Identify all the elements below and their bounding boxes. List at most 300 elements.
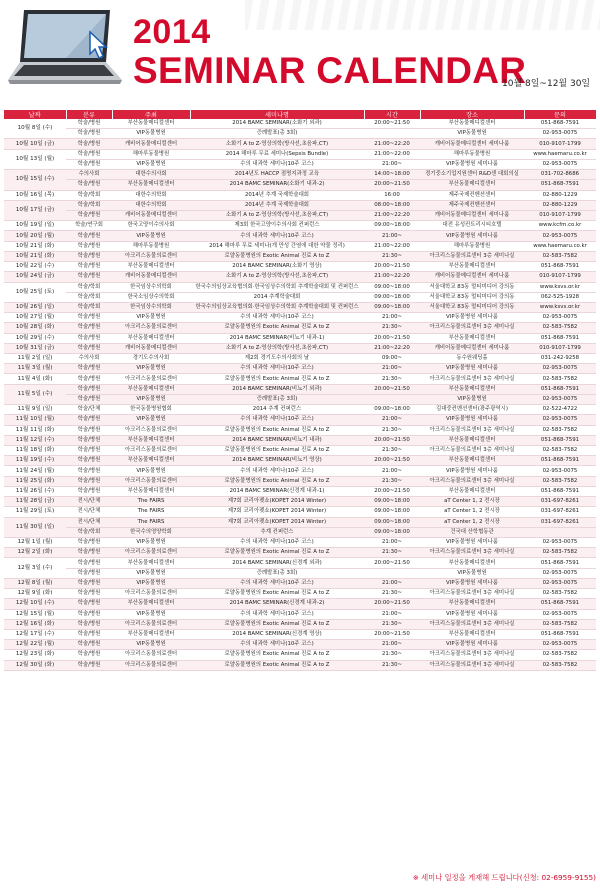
- host-cell: 캐비어동물메디컬센터: [112, 343, 190, 353]
- table-row: [4, 313, 596, 323]
- host-cell: VIP동물병원: [112, 568, 190, 578]
- table-row: [4, 241, 596, 251]
- category-cell: 학술/병원: [66, 446, 112, 456]
- contact-cell: 02-953-0075: [524, 394, 596, 404]
- category-cell: 수의사회: [66, 170, 112, 180]
- venue-cell: 서울대학교 83동 멀티미디어 강의동: [420, 282, 524, 292]
- host-cell: VIP동물병원: [112, 231, 190, 241]
- seminar-name-cell: 2014 추계 컨퍼런스: [190, 405, 364, 415]
- host-cell: 부산동물메디컬센터: [112, 180, 190, 190]
- category-cell: 전시/단체: [66, 517, 112, 527]
- category-cell: 전시/단체: [66, 507, 112, 517]
- date-cell: 10월 28일 (화): [4, 323, 66, 333]
- date-cell: 10월 24일 (금): [4, 272, 66, 282]
- category-cell: 학술/병원: [66, 456, 112, 466]
- date-cell: 10월 21일 (화): [4, 241, 66, 251]
- seminar-name-cell: 수의 내과학 세미나(10주 코스): [190, 537, 364, 547]
- seminar-name-cell: 2014 BAMC SEMINAR(신경계 내과-1): [190, 486, 364, 496]
- date-cell: 11월 30일 (일): [4, 517, 66, 537]
- date-cell: 10월 26일 (일): [4, 302, 66, 312]
- table-row: [4, 578, 596, 588]
- seminar-name-cell: 2014년 추계 국제학술대회: [190, 190, 364, 200]
- contact-cell: 02-583-7582: [524, 650, 596, 660]
- time-cell: 09:00~18:00: [364, 527, 420, 537]
- contact-cell: 02-953-0075: [524, 159, 596, 169]
- seminar-name-cell: 2014 BAMC SEMINAR(신경계 외과): [190, 558, 364, 568]
- table-row: [4, 629, 596, 639]
- category-cell: 학술/학회: [66, 200, 112, 210]
- host-cell: 아크리스동물의료센터: [112, 374, 190, 384]
- category-cell: 학술/병원: [66, 537, 112, 547]
- venue-cell: 부산동물메디컬센터: [420, 333, 524, 343]
- date-cell: 11월 19일 (수): [4, 456, 66, 466]
- host-cell: The FAIRS: [112, 517, 190, 527]
- seminar-name-cell: 2014 BAMC SEMINAR(신경계 영상): [190, 629, 364, 639]
- date-cell: 10월 27일 (월): [4, 313, 66, 323]
- date-cell: 12월 2일 (화): [4, 548, 66, 558]
- time-cell: 20:00~21:50: [364, 333, 420, 343]
- venue-cell: 아크리스동물의료센터 3층 세미나실: [420, 548, 524, 558]
- seminar-name-cell: 수의 내과학 세미나(10주 코스): [190, 415, 364, 425]
- seminar-name-cell: 2014 BAMC SEMINAR(소화기 외과): [190, 119, 364, 129]
- date-cell: 12월 17일 (수): [4, 629, 66, 639]
- seminar-name-cell: 수의 내과학 세미나(10주 코스): [190, 609, 364, 619]
- table-row: [4, 251, 596, 261]
- table-body: [4, 119, 596, 670]
- table-row: [4, 394, 596, 404]
- seminar-name-cell: 증례발표(총 3회): [190, 568, 364, 578]
- category-cell: 학술/병원: [66, 640, 112, 650]
- host-cell: 부산동물메디컬센터: [112, 333, 190, 343]
- category-cell: 학술/병원: [66, 660, 112, 670]
- venue-cell: 해마루동물병원: [420, 149, 524, 159]
- host-cell: VIP동물병원: [112, 364, 190, 374]
- seminar-name-cell: 수의 내과학 세미나(10주 코스): [190, 364, 364, 374]
- table-row: [4, 609, 596, 619]
- category-cell: 학술/학회: [66, 292, 112, 302]
- host-cell: VIP동물병원: [112, 415, 190, 425]
- host-cell: VIP동물병원: [112, 537, 190, 547]
- host-cell: 부산동물메디컬센터: [112, 486, 190, 496]
- table-row: [4, 507, 596, 517]
- contact-cell: 02-583-7582: [524, 589, 596, 599]
- venue-cell: VIP동물병원 세미나룸: [420, 537, 524, 547]
- table-row: [4, 466, 596, 476]
- table-row: [4, 231, 596, 241]
- contact-cell: 02-953-0075: [524, 415, 596, 425]
- seminar-name-cell: 제7회 코리아펫쇼(KOPET 2014 Winter): [190, 497, 364, 507]
- category-cell: 학술/학회: [66, 282, 112, 292]
- contact-cell: 051-868-7591: [524, 384, 596, 394]
- table-row: [4, 446, 596, 456]
- laptop-icon: [6, 4, 124, 90]
- contact-cell: 031-242-9258: [524, 354, 596, 364]
- table-row: [4, 129, 596, 139]
- contact-cell: www.haemaru.co.kr: [524, 149, 596, 159]
- contact-cell: 051-868-7591: [524, 629, 596, 639]
- date-cell: 11월 29일 (토): [4, 507, 66, 517]
- seminar-name-cell: 수의 내과학 세미나(10주 코스): [190, 159, 364, 169]
- host-cell: 한국임상수의학회: [112, 302, 190, 312]
- seminar-name-cell: 제7회 코리아펫쇼(KOPET 2014 Winter): [190, 517, 364, 527]
- category-cell: 학술/병원: [66, 599, 112, 609]
- time-cell: 21:00~: [364, 231, 420, 241]
- table-row: [4, 262, 596, 272]
- venue-cell: VIP동물병원 세미나룸: [420, 159, 524, 169]
- host-cell: VIP동물병원: [112, 129, 190, 139]
- table-row: [4, 302, 596, 312]
- table-header-row: [4, 110, 596, 119]
- seminar-name-cell: 소화기 A to Z-영상의학(방사선,초음파,CT): [190, 272, 364, 282]
- host-cell: VIP동물병원: [112, 313, 190, 323]
- host-cell: 아크리스동물의료센터: [112, 251, 190, 261]
- seminar-name-cell: 한국수의임상교육협의회·한국임상수의학회 추계학술대회 및 컨퍼런스: [190, 282, 364, 292]
- venue-cell: 아크리스동물의료센터 3층 세미나실: [420, 446, 524, 456]
- seminar-name-cell: 2014년 추계 국제학술대회: [190, 200, 364, 210]
- table-row: [4, 405, 596, 415]
- date-cell: 12월 8일 (월): [4, 578, 66, 588]
- time-cell: 21:00~: [364, 609, 420, 619]
- venue-cell: VIP동물병원 세미나룸: [420, 313, 524, 323]
- seminar-name-cell: 로얄동물병원의 Exotic Animal 진료 A to Z: [190, 548, 364, 558]
- date-cell: 11월 5일 (수): [4, 384, 66, 404]
- category-cell: 학술/병원: [66, 323, 112, 333]
- category-cell: 학술/병원: [66, 578, 112, 588]
- venue-cell: 해마루동물병원: [420, 241, 524, 251]
- seminar-name-cell: 수의 내과학 세미나(10주 코스): [190, 231, 364, 241]
- category-cell: 학술/병원: [66, 476, 112, 486]
- table-row: [4, 364, 596, 374]
- category-cell: 학술/병원: [66, 241, 112, 251]
- time-cell: 21:00~22:00: [364, 241, 420, 251]
- host-cell: 부산동물메디컬센터: [112, 456, 190, 466]
- table-row: [4, 139, 596, 149]
- category-cell: 학술/병원: [66, 210, 112, 220]
- venue-cell: 부산동물메디컬센터: [420, 384, 524, 394]
- category-cell: 학술/병원: [66, 568, 112, 578]
- time-cell: 21:30~: [364, 548, 420, 558]
- venue-cell: 경기중소기업지원센터 R&D센 대회의실: [420, 170, 524, 180]
- host-cell: 해마루동물병원: [112, 241, 190, 251]
- date-cell: 10월 25일 (토): [4, 282, 66, 302]
- time-cell: 21:00~: [364, 364, 420, 374]
- time-cell: 21:00~: [364, 466, 420, 476]
- time-cell: 21:00~: [364, 640, 420, 650]
- date-cell: 10월 17일 (금): [4, 200, 66, 220]
- seminar-name-cell: 2014 추계학술대회: [190, 292, 364, 302]
- venue-cell: 아크리스동물의료센터 3층 세미나실: [420, 619, 524, 629]
- category-cell: 학술/병원: [66, 343, 112, 353]
- host-cell: 캐비어동물메디컬센터: [112, 272, 190, 282]
- seminar-name-cell: 로얄동물병원의 Exotic Animal 진료 A to Z: [190, 476, 364, 486]
- date-cell: 10월 15일 (수): [4, 170, 66, 190]
- table-row: [4, 548, 596, 558]
- seminar-name-cell: 수의 내과학 세미나(10주 코스): [190, 466, 364, 476]
- seminar-name-cell: 2014 BAMC SEMINAR(비뇨기 내과): [190, 435, 364, 445]
- seminar-name-cell: 한국수의임상교육협의회·한국임상수의학회 추계학술대회 및 컨퍼런스: [190, 302, 364, 312]
- category-cell: 수의사회: [66, 354, 112, 364]
- contact-cell: 02-953-0075: [524, 640, 596, 650]
- host-cell: 캐비어동물메디컬센터: [112, 139, 190, 149]
- table-row: [4, 517, 596, 527]
- contact-cell: 051-868-7591: [524, 333, 596, 343]
- table-row: [4, 282, 596, 292]
- contact-cell: 010-9107-1799: [524, 139, 596, 149]
- venue-cell: aT Center 1, 2 전시장: [420, 497, 524, 507]
- seminar-name-cell: 제7회 코리아펫쇼(KOPET 2014 Winter): [190, 507, 364, 517]
- contact-cell: 02-880-1229: [524, 200, 596, 210]
- time-cell: 21:00~22:00: [364, 149, 420, 159]
- contact-cell: 031-702-8686: [524, 170, 596, 180]
- host-cell: 부산동물메디컬센터: [112, 262, 190, 272]
- category-cell: 학술/연구회: [66, 221, 112, 231]
- category-cell: 학술/병원: [66, 609, 112, 619]
- category-cell: 학술/병원: [66, 180, 112, 190]
- category-cell: 학술/병원: [66, 139, 112, 149]
- venue-cell: 부산동물메디컬센터: [420, 599, 524, 609]
- table-row: [4, 292, 596, 302]
- seminar-name-cell: 2014 BAMC SEMINAR(신경계 내과-2): [190, 599, 364, 609]
- seminar-name-cell: 로얄동물병원의 Exotic Animal 진료 A to Z: [190, 660, 364, 670]
- host-cell: 부산동물메디컬센터: [112, 599, 190, 609]
- contact-cell: 010-9107-1799: [524, 343, 596, 353]
- seminar-name-cell: 수의 내과학 세미나(10주 코스): [190, 578, 364, 588]
- date-cell: 10월 21일 (화): [4, 251, 66, 261]
- host-cell: 캐비어동물메디컬센터: [112, 210, 190, 220]
- time-cell: [364, 394, 420, 404]
- table-row: [4, 221, 596, 231]
- date-cell: 11월 18일 (화): [4, 446, 66, 456]
- seminar-name-cell: 2014 BAMC SEMINAR(소화기 내과-2): [190, 180, 364, 190]
- category-cell: 학술/학회: [66, 190, 112, 200]
- time-cell: 09:00~18:00: [364, 405, 420, 415]
- seminar-name-cell: 2014 BAMC SEMINAR(비뇨기 영상): [190, 456, 364, 466]
- seminar-name-cell: 제3회 한국고양이수의사회 컨퍼런스: [190, 221, 364, 231]
- date-cell: 11월 4일 (화): [4, 374, 66, 384]
- time-cell: 20:00~21:50: [364, 558, 420, 568]
- table-row: [4, 119, 596, 129]
- venue-cell: 아크리스동물의료센터 3층 세미나실: [420, 660, 524, 670]
- category-cell: 학술/학회: [66, 527, 112, 537]
- host-cell: 부산동물메디컬센터: [112, 119, 190, 129]
- time-cell: 20:00~21:50: [364, 629, 420, 639]
- time-cell: 21:00~: [364, 159, 420, 169]
- column-header: 날짜: [4, 110, 66, 119]
- venue-cell: 부산동물메디컬센터: [420, 486, 524, 496]
- host-cell: 한국동물병원협회: [112, 405, 190, 415]
- time-cell: 20:00~21:50: [364, 384, 420, 394]
- date-cell: 10월 13일 (월): [4, 149, 66, 169]
- contact-cell: 010-9107-1799: [524, 272, 596, 282]
- category-cell: 학술/병원: [66, 466, 112, 476]
- host-cell: 한국수의영양학회: [112, 527, 190, 537]
- time-cell: 20:00~21:50: [364, 599, 420, 609]
- table-row: [4, 660, 596, 670]
- seminar-name-cell: 2014 해마루 무료 세미나(개 만성 간염에 대한 약물 정리): [190, 241, 364, 251]
- host-cell: 한국임상수의학회: [112, 282, 190, 292]
- venue-cell: 부산동물메디컬센터: [420, 262, 524, 272]
- time-cell: 21:00~: [364, 415, 420, 425]
- category-cell: 학술/병원: [66, 425, 112, 435]
- date-cell: 10월 31일 (금): [4, 343, 66, 353]
- host-cell: 부산동물메디컬센터: [112, 435, 190, 445]
- date-cell: 12월 1일 (월): [4, 537, 66, 547]
- date-cell: 11월 24일 (월): [4, 466, 66, 476]
- category-cell: 학술/학회: [66, 302, 112, 312]
- time-cell: 21:00~22:20: [364, 343, 420, 353]
- table-row: [4, 456, 596, 466]
- table-row: [4, 599, 596, 609]
- time-cell: 20:00~21:50: [364, 456, 420, 466]
- time-cell: 21:30~: [364, 446, 420, 456]
- contact-cell: 02-583-7582: [524, 446, 596, 456]
- host-cell: 대한수의학회: [112, 190, 190, 200]
- category-cell: 학술/병원: [66, 435, 112, 445]
- date-cell: 10월 19일 (일): [4, 221, 66, 231]
- category-cell: 학술/병원: [66, 159, 112, 169]
- contact-cell: 051-868-7591: [524, 180, 596, 190]
- contact-cell: 02-953-0075: [524, 313, 596, 323]
- contact-cell: 02-522-4722: [524, 405, 596, 415]
- venue-cell: aT Center 1, 2 전시장: [420, 517, 524, 527]
- contact-cell: 051-868-7591: [524, 119, 596, 129]
- time-cell: 21:30~: [364, 589, 420, 599]
- date-cell: 12월 30일 (화): [4, 660, 66, 670]
- date-cell: 10월 16일 (목): [4, 190, 66, 200]
- category-cell: 전시/단체: [66, 497, 112, 507]
- seminar-name-cell: 2014년도 HACCP 점명지과정 교육: [190, 170, 364, 180]
- time-cell: 14:00~18:00: [364, 170, 420, 180]
- contact-cell: www.kcfm.co.kr: [524, 221, 596, 231]
- time-cell: 21:30~: [364, 251, 420, 261]
- host-cell: The FAIRS: [112, 497, 190, 507]
- contact-cell: 02-583-7582: [524, 425, 596, 435]
- date-cell: 11월 12일 (수): [4, 435, 66, 445]
- host-cell: The FAIRS: [112, 507, 190, 517]
- seminar-name-cell: 2014 BAMC SEMINAR(소화기 영상): [190, 262, 364, 272]
- host-cell: 한국소임상수의학회: [112, 292, 190, 302]
- seminar-name-cell: 2014 BAMC SEMINAR(비뇨기 내과-1): [190, 333, 364, 343]
- contact-cell: 02-583-7582: [524, 323, 596, 333]
- venue-cell: VIP동물병원 세미나룸: [420, 609, 524, 619]
- seminar-name-cell: 로얄동물병원의 Exotic Animal 진료 A to Z: [190, 374, 364, 384]
- contact-cell: 051-868-7591: [524, 599, 596, 609]
- category-cell: 학술/병원: [66, 384, 112, 394]
- contact-cell: 02-953-0075: [524, 568, 596, 578]
- host-cell: 아크리스동물의료센터: [112, 650, 190, 660]
- host-cell: VIP동물병원: [112, 609, 190, 619]
- table-row: [4, 210, 596, 220]
- category-cell: 학술/병원: [66, 548, 112, 558]
- venue-cell: 부산동물메디컬센터: [420, 629, 524, 639]
- date-cell: 10월 10일 (금): [4, 139, 66, 149]
- host-cell: VIP동물병원: [112, 394, 190, 404]
- category-cell: 학술/병원: [66, 589, 112, 599]
- date-cell: 12월 22일 (월): [4, 640, 66, 650]
- calendar-header: [0, 0, 600, 108]
- category-cell: 학술/병원: [66, 313, 112, 323]
- table-row: [4, 374, 596, 384]
- table-row: [4, 425, 596, 435]
- date-cell: 11월 2일 (일): [4, 354, 66, 364]
- contact-cell: 02-953-0075: [524, 231, 596, 241]
- category-cell: 학술/병원: [66, 486, 112, 496]
- contact-cell: 031-697-8261: [524, 507, 596, 517]
- date-cell: 12월 15일 (월): [4, 609, 66, 619]
- contact-cell: 02-953-0075: [524, 578, 596, 588]
- venue-cell: 제주국제컨벤션센터: [420, 190, 524, 200]
- seminar-name-cell: 증례발표(총 3회): [190, 394, 364, 404]
- column-header: 문의: [524, 110, 596, 119]
- column-header: 시간: [364, 110, 420, 119]
- category-cell: 학술/단체: [66, 405, 112, 415]
- time-cell: 21:30~: [364, 323, 420, 333]
- venue-cell: 캐비어동물메디컬센터 세미나룸: [420, 343, 524, 353]
- table-row: [4, 343, 596, 353]
- table-row: [4, 333, 596, 343]
- contact-cell: 051-868-7591: [524, 435, 596, 445]
- table-row: [4, 486, 596, 496]
- table-row: [4, 435, 596, 445]
- host-cell: 부산동물메디컬센터: [112, 384, 190, 394]
- time-cell: 09:00~18:00: [364, 507, 420, 517]
- host-cell: 아크리스동물의료센터: [112, 425, 190, 435]
- table-row: [4, 149, 596, 159]
- seminar-name-cell: 로얄동물병원의 Exotic Animal 진료 A to Z: [190, 251, 364, 261]
- contact-cell: 02-953-0075: [524, 466, 596, 476]
- contact-cell: 010-9107-1799: [524, 210, 596, 220]
- contact-cell: 02-583-7582: [524, 251, 596, 261]
- table-row: [4, 589, 596, 599]
- table-row: [4, 568, 596, 578]
- time-cell: 16:00: [364, 190, 420, 200]
- seminar-name-cell: 제2회 경기도수의사회의 날: [190, 354, 364, 364]
- table-row: [4, 272, 596, 282]
- host-cell: 아크리스동물의료센터: [112, 660, 190, 670]
- date-cell: 11월 26일 (수): [4, 486, 66, 496]
- date-cell: 11월 10일 (월): [4, 415, 66, 425]
- venue-cell: VIP동물병원 세미나룸: [420, 364, 524, 374]
- category-cell: 학술/병원: [66, 629, 112, 639]
- table-row: [4, 650, 596, 660]
- contact-cell: 02-583-7582: [524, 660, 596, 670]
- seminar-name-cell: 로얄동물병원의 Exotic Animal 진료 A to Z: [190, 619, 364, 629]
- host-cell: 해마루동물병원: [112, 149, 190, 159]
- column-header: 세미나명: [190, 110, 364, 119]
- category-cell: 학술/병원: [66, 650, 112, 660]
- host-cell: 한국고양이수의사회: [112, 221, 190, 231]
- seminar-name-cell: 로얄동물병원의 Exotic Animal 진료 A to Z: [190, 425, 364, 435]
- venue-cell: 아크리스동물의료센터 3층 세미나실: [420, 374, 524, 384]
- column-header: 주최: [112, 110, 190, 119]
- host-cell: 대한수의사회: [112, 170, 190, 180]
- table-row: [4, 180, 596, 190]
- contact-cell: 02-583-7582: [524, 548, 596, 558]
- contact-cell: 062-525-1928: [524, 292, 596, 302]
- venue-cell: 아크리스동물의료센터 3층 세미나실: [420, 476, 524, 486]
- table-row: [4, 190, 596, 200]
- category-cell: 학술/병원: [66, 251, 112, 261]
- host-cell: 아크리스동물의료센터: [112, 548, 190, 558]
- time-cell: 21:00~: [364, 313, 420, 323]
- venue-cell: 동수원웨딩홀: [420, 354, 524, 364]
- time-cell: [364, 129, 420, 139]
- category-cell: 학술/병원: [66, 149, 112, 159]
- table-row: [4, 200, 596, 210]
- seminar-name-cell: 수의 내과학 세미나(10주 코스): [190, 313, 364, 323]
- venue-cell: VIP동물병원 세미나룸: [420, 231, 524, 241]
- contact-cell: 02-880-1229: [524, 190, 596, 200]
